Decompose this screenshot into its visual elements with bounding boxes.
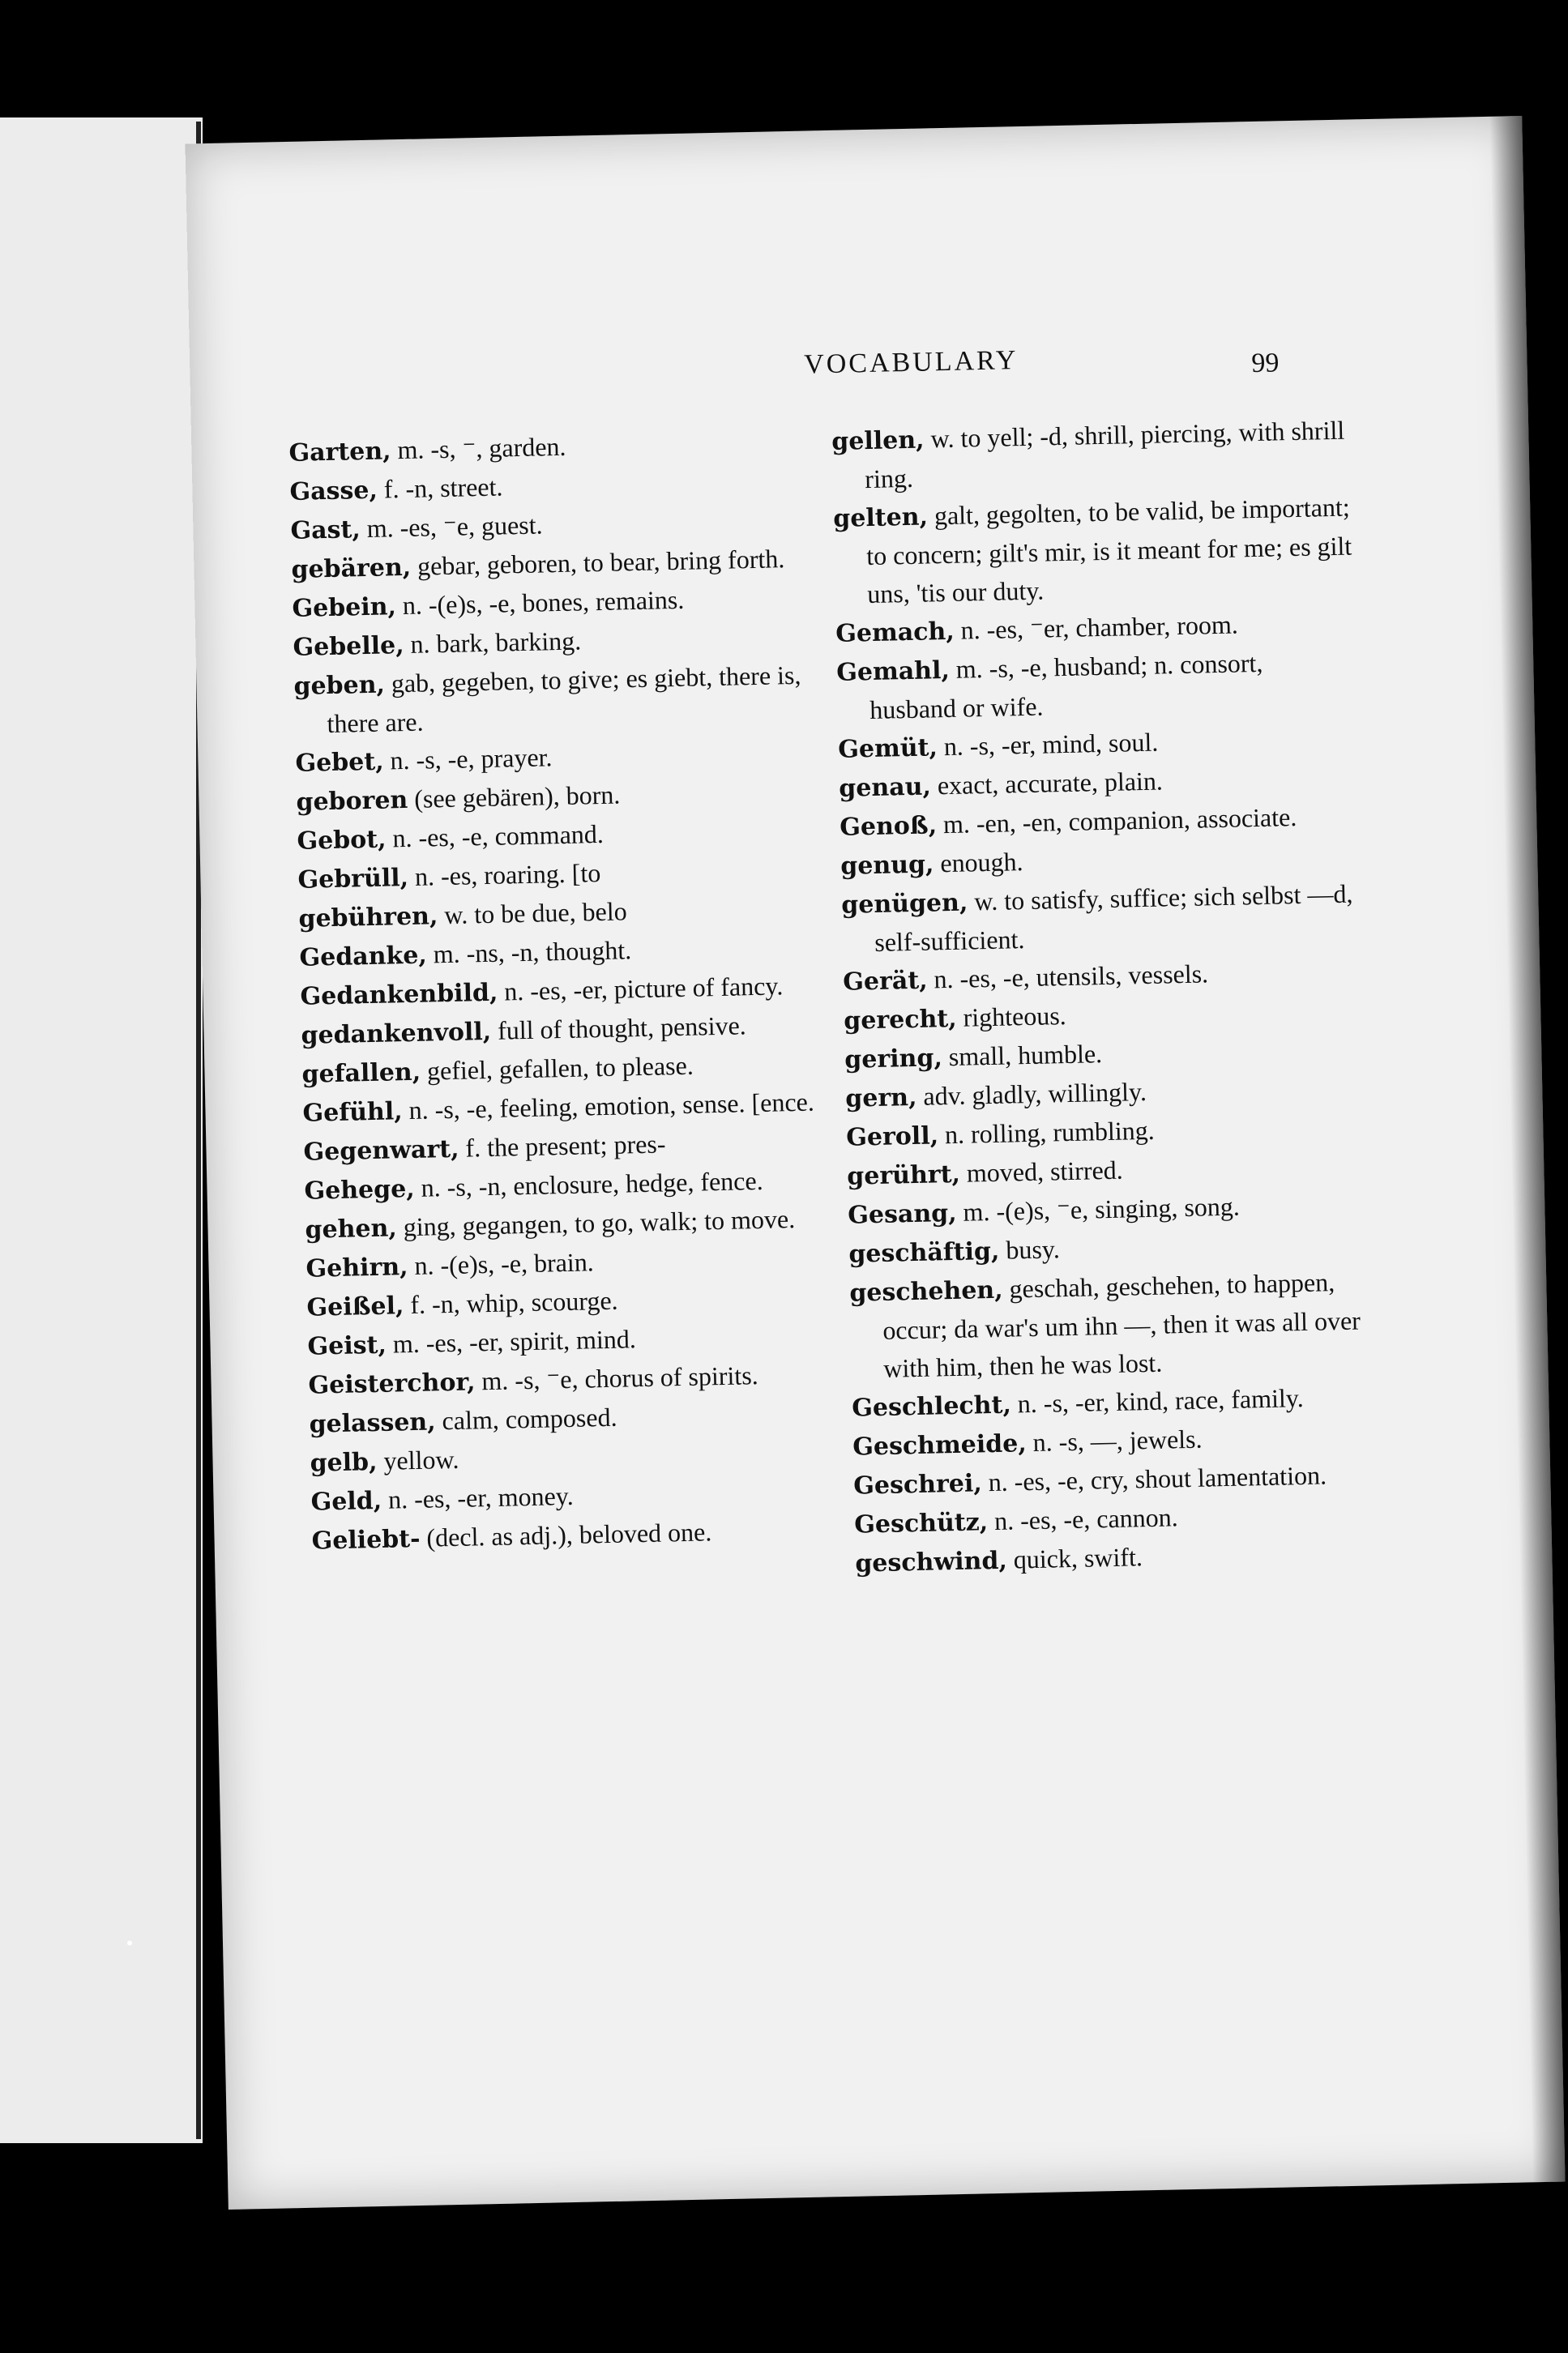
definition: n. -es, -e, cry, shout lamentation. — [988, 1460, 1327, 1497]
definition: m. -ns, -n, thought. — [433, 935, 632, 969]
headword: gelassen, — [309, 1407, 436, 1439]
headword: Gemüt, — [837, 733, 938, 764]
definition: n. rolling, rumbling. — [944, 1115, 1156, 1150]
headword: Gebrüll, — [297, 863, 409, 895]
definition: quick, swift. — [1013, 1542, 1143, 1574]
headword: Geliebt- — [311, 1524, 421, 1556]
headword: geschehen, — [849, 1275, 1003, 1308]
headword: Gast, — [290, 515, 361, 545]
headword: gering, — [844, 1044, 943, 1074]
headword: Geisterchor, — [308, 1368, 476, 1400]
headword: Gedankenbild, — [300, 978, 498, 1011]
vocabulary-entry — [849, 1262, 1370, 1388]
headword: gern, — [844, 1083, 917, 1113]
vocabulary-entry — [293, 656, 814, 743]
headword: Geschmeide, — [852, 1429, 1028, 1462]
headword: Gegenwart, — [303, 1134, 459, 1167]
definition: n. -es, ⁻er, chamber, room. — [960, 609, 1239, 645]
headword: gehen, — [305, 1214, 398, 1245]
definition: m. -en, -en, companion, associate. — [942, 802, 1297, 839]
definition: n. -es, roaring. [to — [414, 858, 601, 891]
definition: n. bark, barking. — [410, 626, 582, 659]
headword: gebären, — [291, 553, 412, 584]
definition: n. -s, -er, kind, race, family. — [1017, 1382, 1305, 1419]
definition: moved, stirred. — [966, 1155, 1124, 1188]
vocabulary-column-left — [288, 423, 831, 1561]
definition: m. -es, -er, spirit, mind. — [392, 1324, 637, 1359]
headword: Genoß, — [839, 811, 938, 842]
headword: Gerät, — [842, 966, 928, 997]
headword: Gebet, — [295, 747, 384, 778]
headword: Gefühl, — [302, 1097, 403, 1128]
headword: Gedanke, — [299, 941, 428, 972]
headword: Geroll, — [845, 1121, 939, 1152]
headword: Geschlecht, — [851, 1390, 1012, 1423]
margin-dot — [127, 1941, 132, 1945]
definition: n. -(e)s, -e, bones, remains. — [402, 584, 685, 621]
headword: Geißel, — [306, 1292, 404, 1322]
headword: Geschrei, — [852, 1469, 983, 1501]
headword: gelb, — [310, 1447, 378, 1478]
headword: geboren — [296, 785, 408, 817]
definition: righteous. — [963, 1001, 1067, 1032]
definition: yellow. — [383, 1444, 459, 1475]
definition: enough. — [940, 847, 1023, 878]
definition: n. -es, -e, command. — [392, 818, 605, 853]
definition: w. to satisfy, suffice; sich selbst —d, self-sufficient. — [874, 878, 1353, 957]
page-shadow — [1489, 116, 1565, 2182]
headword: gerührt, — [846, 1159, 961, 1191]
definition: gebar, geboren, to bear, bring forth. — [417, 544, 785, 581]
definition: n. -es, -e, utensils, vessels. — [934, 959, 1209, 994]
definition: n. -(e)s, -e, brain. — [414, 1247, 595, 1280]
headword: geschwind, — [854, 1546, 1008, 1578]
headword: genügen, — [840, 888, 968, 920]
headword: Gehege, — [304, 1174, 416, 1206]
page-number: 99 — [1251, 348, 1280, 379]
headword: gellen, — [831, 425, 925, 456]
headword: gedankenvoll, — [301, 1017, 492, 1050]
headword: Garten, — [288, 437, 391, 468]
definition: exact, accurate, plain. — [937, 766, 1164, 801]
definition: n. -es, -er, picture of fancy. — [503, 971, 784, 1006]
definition: n. -es, -er, money. — [387, 1480, 574, 1514]
headword: gerecht, — [843, 1004, 958, 1036]
definition: calm, composed. — [442, 1402, 617, 1436]
definition: full of thought, pensive. — [497, 1010, 747, 1045]
headword: geschäftig, — [848, 1236, 1000, 1269]
definition: m. -s, ⁻, garden. — [397, 431, 566, 465]
definition: m. -(e)s, ⁻e, singing, song. — [963, 1191, 1241, 1227]
definition: m. -es, ⁻e, guest. — [366, 510, 543, 543]
definition: n. -s, -er, mind, soul. — [943, 727, 1159, 762]
definition: f. the present; pres- — [465, 1129, 666, 1163]
definition: n. -s, —, jewels. — [1032, 1424, 1203, 1457]
definition: n. -s, -e, prayer. — [390, 742, 553, 775]
definition: adv. gladly, willingly. — [923, 1076, 1147, 1111]
headword: gefallen, — [301, 1057, 421, 1089]
definition: n. -es, -e, cannon. — [993, 1502, 1179, 1536]
definition: ging, gegangen, to go, walk; to move. — [403, 1204, 796, 1242]
headword: Gebelle, — [293, 631, 404, 662]
definition: m. -s, ⁻e, chorus of spirits. — [481, 1360, 759, 1396]
headword: Gehirn, — [305, 1253, 408, 1283]
definition: geschah, geschehen, to happen, occur; da war's um ihn —, then it was all over with him, then he was lost. — [882, 1267, 1361, 1383]
headword: Gebot, — [297, 825, 387, 856]
vocabulary-entry — [836, 642, 1357, 729]
definition: small, humble. — [948, 1039, 1103, 1072]
book-page — [185, 116, 1565, 2210]
definition: w. to yell; -d, shrill, piercing, with shrill ring. — [864, 415, 1345, 494]
headword: gelten, — [832, 502, 929, 533]
headword: Gebein, — [292, 592, 397, 623]
facing-page-edge — [0, 117, 203, 2143]
vocabulary-column-right — [831, 412, 1374, 1583]
headword: Gemahl, — [835, 656, 951, 687]
definition: f. -n, street. — [383, 472, 503, 504]
definition: busy. — [1005, 1234, 1061, 1265]
definition: (decl. as adj.), beloved one. — [426, 1517, 712, 1552]
definition: w. to be due, belo — [443, 896, 628, 930]
headword: gebühren, — [298, 902, 438, 933]
headword: Gasse, — [289, 476, 378, 506]
vocabulary-entry — [841, 874, 1361, 962]
definition: (see gebären), born. — [413, 779, 621, 814]
headword: geben, — [293, 670, 386, 701]
definition: f. -n, whip, scourge. — [409, 1285, 618, 1320]
headword: Geist, — [307, 1330, 387, 1361]
definition: m. -s, -e, husband; n. consort, husband or wife. — [869, 647, 1263, 725]
headword: genug, — [840, 850, 934, 881]
definition: gab, gegeben, to give; es giebt, there is, there are. — [327, 660, 801, 739]
definition: gefiel, gefallen, to please. — [426, 1050, 694, 1086]
definition: n. -s, -e, feeling, emotion, sense. [ence. — [408, 1087, 815, 1125]
headword: genau, — [838, 772, 932, 803]
headword: Geschütz, — [853, 1508, 989, 1539]
vocabulary-entry — [831, 412, 1352, 499]
definition: galt, gegolten, to be valid, be important; to concern; gilt's mir, is it meant for me; es gilt uns, 'tis our duty. — [865, 492, 1352, 609]
headword: Gemach, — [835, 617, 955, 648]
headword: Geld, — [310, 1486, 382, 1517]
vocabulary-entry — [833, 489, 1354, 614]
running-header: VOCABULARY — [803, 345, 1019, 380]
headword: Gesang, — [847, 1198, 957, 1230]
definition: n. -s, -n, enclosure, hedge, fence. — [421, 1165, 763, 1202]
